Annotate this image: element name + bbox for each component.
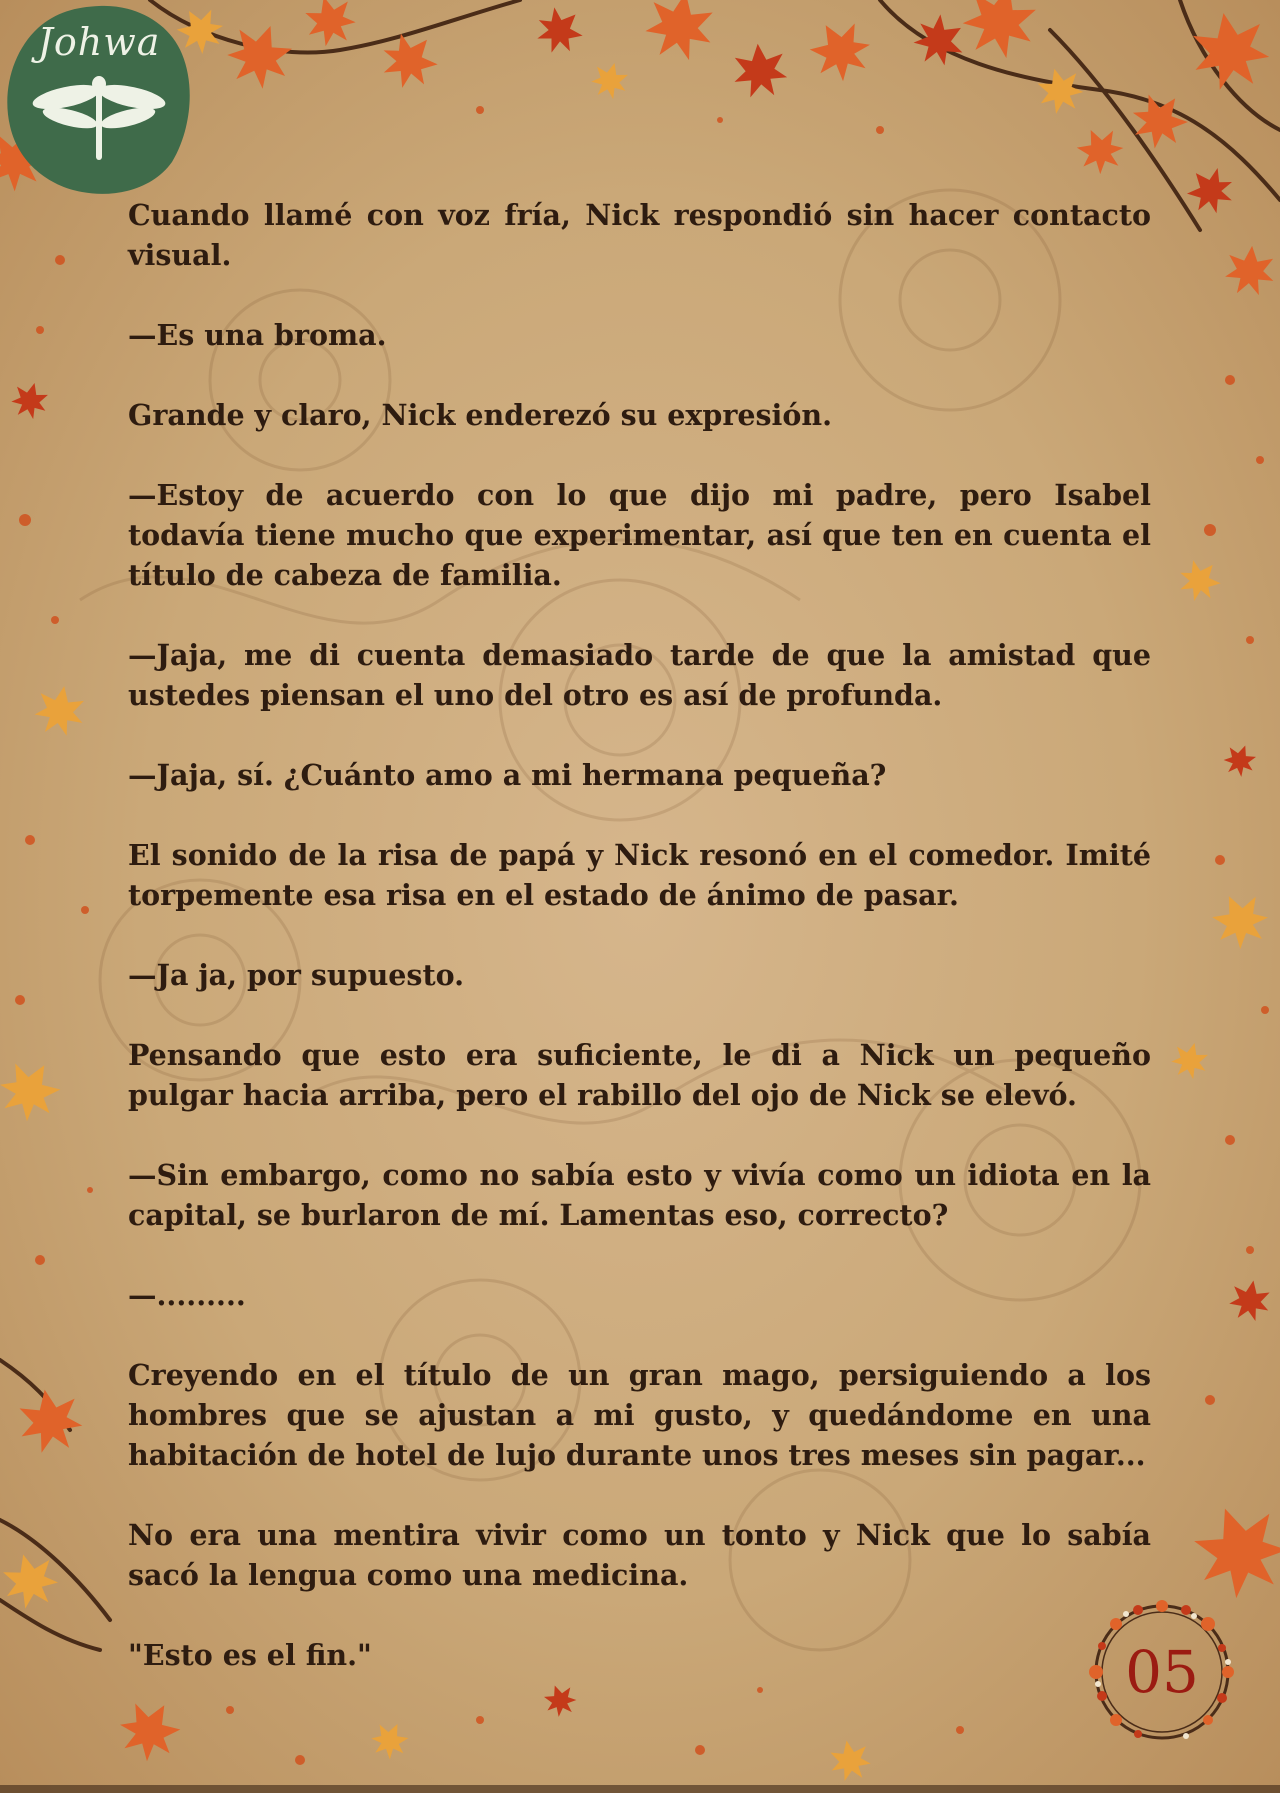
- paragraph: —.........: [128, 1278, 246, 1312]
- logo-text: Johwa: [37, 20, 161, 64]
- paragraph: Pensando que esto era suficiente, le di a Nick un pequeño pulgar hacia arriba, pero el rabillo del ojo de Nick se elevó.: [128, 1038, 1151, 1112]
- paragraph: —Sin embargo, como no sabía esto y vivía como un idiota en la capital, se burlaron de mí. Lamentas eso, correcto?: [128, 1158, 1151, 1232]
- paragraph: —Ja ja, por supuesto.: [128, 958, 465, 992]
- paragraph: Grande y claro, Nick enderezó su expresión.: [128, 398, 833, 432]
- paragraph: El sonido de la risa de papá y Nick resonó en el comedor. Imité torpemente esa risa en el estado de ánimo de pasar.: [128, 838, 1151, 912]
- paragraph: —Jaja, me di cuenta demasiado tarde de que la amistad que ustedes piensan el uno del otro es así de profunda.: [128, 638, 1151, 712]
- paragraph: —Estoy de acuerdo con lo que dijo mi padre, pero Isabel todavía tiene mucho que experimentar, así que ten en cuenta el título de cabeza de familia.: [128, 478, 1151, 592]
- johwa-logo: [4, 2, 194, 198]
- paragraph: "Esto es el fin.": [128, 1638, 372, 1672]
- page-number-wreath: [1082, 1592, 1242, 1752]
- paragraph: —Jaja, sí. ¿Cuánto amo a mi hermana pequeña?: [128, 758, 887, 792]
- story-text: [128, 195, 1151, 1715]
- paragraph: No era una mentira vivir como un tonto y Nick que lo sabía sacó la lengua como una medicina.: [128, 1518, 1151, 1592]
- paragraph: —Es una broma.: [128, 318, 387, 352]
- page-number: 05: [1125, 1638, 1199, 1706]
- paragraph: Cuando llamé con voz fría, Nick respondió sin hacer contacto visual.: [128, 198, 1151, 272]
- paragraph: Creyendo en el título de un gran mago, persiguiendo a los hombres que se ajustan a mi gusto, y quedándome en una habitación de hotel de lujo durante unos tres meses sin pagar...: [128, 1358, 1151, 1472]
